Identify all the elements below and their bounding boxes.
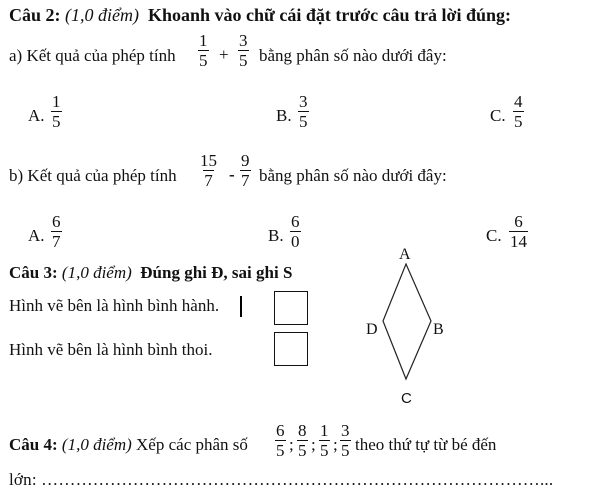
q4-sep-3: ;: [333, 435, 338, 454]
q3-instruction: Đúng ghi Đ, sai ghi S: [140, 263, 293, 282]
q2-instruction: Khoanh vào chữ cái đặt trước câu trả lời đúng:: [148, 5, 512, 25]
q3-points: (1,0 điểm): [61, 263, 132, 282]
q2b-option-c-fraction[interactable]: $\frac{6}{14}$: [510, 212, 527, 251]
q3-label: Câu 3:: [9, 263, 58, 282]
q2a-prefix: a) Kết quả của phép tính: [9, 46, 176, 65]
q2b-option-b-letter[interactable]: B.: [268, 226, 284, 245]
vertex-c-label: C: [401, 390, 412, 407]
q2b-option-c-letter[interactable]: C.: [486, 226, 502, 245]
q2b-fraction-2: $\frac{9}{7}$: [241, 151, 250, 190]
q2b-fraction-1: $\frac{15}{7}$: [200, 151, 217, 190]
q2b-option-b-fraction[interactable]: $\frac{6}{0}$: [291, 212, 300, 251]
q2a-option-a-fraction[interactable]: $\frac{1}{5}$: [52, 92, 61, 131]
q2b-suffix: bằng phân số nào dưới đây:: [259, 166, 447, 185]
q2a-option-c-letter[interactable]: C.: [490, 106, 506, 125]
q2a-operator: +: [219, 45, 229, 64]
q4-fraction-2: $\frac{8}{5}$: [298, 421, 307, 460]
vertex-b-label: B: [433, 321, 444, 338]
q2b-prefix: b) Kết quả của phép tính: [9, 166, 177, 185]
q2a-fraction-1: $\frac{1}{5}$: [199, 31, 208, 70]
q3-statement-1: Hình vẽ bên là hình bình hành.: [9, 296, 220, 315]
q2-label: Câu 2:: [9, 5, 61, 25]
q2a-suffix: bằng phân số nào dưới đây:: [259, 46, 447, 65]
q4-sep-1: ;: [289, 435, 294, 454]
q2b-option-a-fraction[interactable]: $\frac{6}{7}$: [52, 212, 61, 251]
q2a-option-c-fraction[interactable]: $\frac{4}{5}$: [514, 92, 523, 131]
q2b-option-a-letter[interactable]: A.: [28, 226, 45, 245]
q4-suffix: theo thứ tự từ bé đến: [355, 435, 497, 454]
q3-statement-2: Hình vẽ bên là hình bình thoi.: [9, 340, 213, 359]
q4-sep-2: ;: [311, 435, 316, 454]
q4-answer-line[interactable]: lớn: ……………………………………………………………………………...: [9, 470, 554, 489]
q4-fraction-4: $\frac{3}{5}$: [341, 421, 350, 460]
vertex-d-label: D: [366, 321, 378, 338]
q2b-operator: -: [229, 165, 235, 184]
q4-text: Xếp các phân số: [136, 435, 248, 454]
q2a-option-a-letter[interactable]: A.: [28, 106, 45, 125]
q4-points: (1,0 điểm): [61, 435, 132, 454]
q4-fraction-3: $\frac{1}{5}$: [320, 421, 329, 460]
q4-fraction-1: $\frac{6}{5}$: [276, 421, 285, 460]
vertex-a-label: A: [399, 246, 411, 263]
q2-points: (1,0 điểm): [65, 5, 139, 25]
q4-label: Câu 4:: [9, 435, 58, 454]
q2a-option-b-fraction[interactable]: $\frac{3}{5}$: [299, 92, 308, 131]
q2a-option-b-letter[interactable]: B.: [276, 106, 292, 125]
q4-heading: [9, 435, 248, 455]
q2a-fraction-2: $\frac{3}{5}$: [239, 31, 248, 70]
